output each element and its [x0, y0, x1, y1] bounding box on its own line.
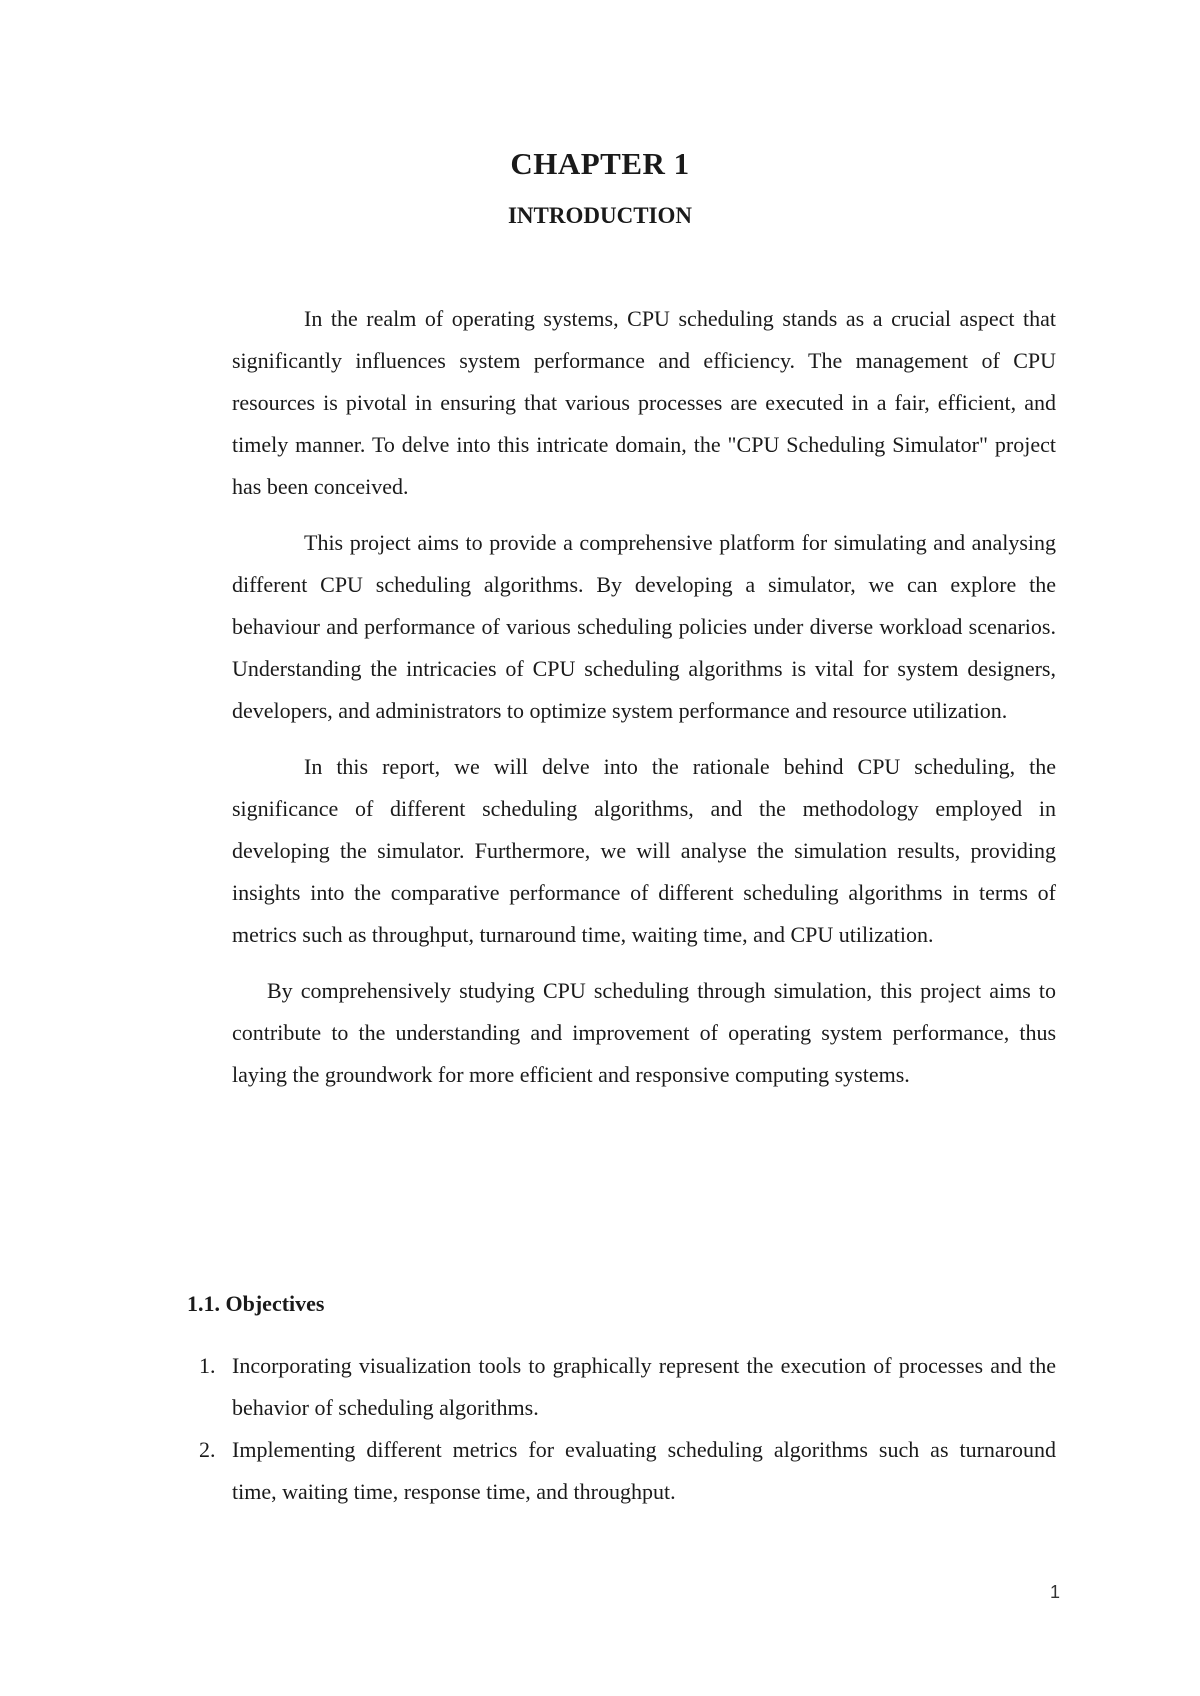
objective-item: [187, 1429, 1056, 1513]
chapter-number: CHAPTER 1: [510, 146, 690, 181]
paragraph-conclusion: By comprehensively studying CPU scheduling through simulation, this project aims to contribute to the understanding and improvement of operating system performance, thus laying the groundwork for more efficient and responsive computing systems.: [232, 978, 1056, 1087]
paragraph-report-scope: In this report, we will delve into the rationale behind CPU scheduling, the significance of different scheduling algorithms, and the methodology employed in developing the simulator. Furthermore, we will analyse the simulation results, providing insights into the comparative performance of different scheduling algorithms in terms of metrics such as throughput, turnaround time, waiting time, and CPU utilization.: [232, 754, 1056, 947]
objectives-list: [187, 1345, 1056, 1513]
objective-text: Implementing different metrics for evaluating scheduling algorithms such as turnaround time, waiting time, response time, and throughput.: [232, 1437, 1056, 1504]
objective-number: 1.: [199, 1353, 216, 1378]
objective-text: Incorporating visualization tools to graphically represent the execution of processes and the behavior of scheduling algorithms.: [232, 1353, 1056, 1420]
page-number: 1: [1049, 1582, 1060, 1602]
paragraph-intro: In the realm of operating systems, CPU scheduling stands as a crucial aspect that significantly influences system performance and efficiency. The management of CPU resources is pivotal in ensuring that various processes are executed in a fair, efficient, and timely manner. To delve into this intricate domain, the "CPU Scheduling Simulator" project has been conceived.: [232, 306, 1056, 499]
chapter-title: INTRODUCTION: [507, 203, 693, 228]
introduction-body: [232, 298, 1056, 1096]
objective-item: [187, 1345, 1056, 1429]
objective-number: 2.: [199, 1437, 216, 1462]
section-heading-objectives: 1.1. Objectives: [187, 1291, 325, 1316]
paragraph-project-aim: This project aims to provide a comprehensive platform for simulating and analysing different CPU scheduling algorithms. By developing a simulator, we can explore the behaviour and performance of various scheduling policies under diverse workload scenarios. Understanding the intricacies of CPU scheduling algorithms is vital for system designers, developers, and administrators to optimize system performance and resource utilization.: [232, 530, 1056, 723]
